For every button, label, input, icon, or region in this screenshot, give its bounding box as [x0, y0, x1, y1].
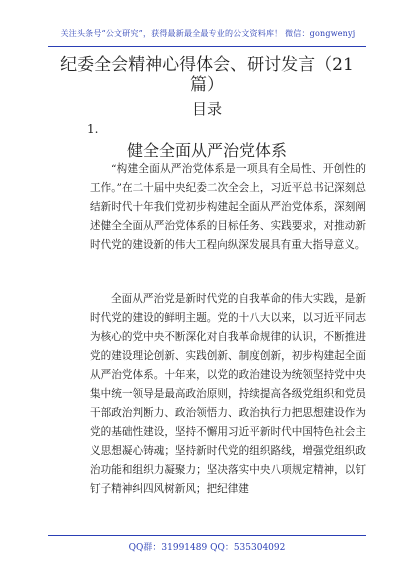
document-title: 纪委全会精神心得体会、研讨发言（21篇）	[60, 55, 354, 95]
header-banner: 关注头条号“公文研究”，获得最新最全最专业的公文资料库！ 微信：gongwenyj	[60, 29, 356, 38]
paragraph-1: “构建全面从严治党体系是一项具有全局性、开创性的工作。”在二十届中央纪委二次全会上，习近平总书记深刻总结新时代十年我们党初步构建起全面从严治党体系，深刻阐述健全全面从严治党体系的目标任务、实践要求，对推动新时代党的建设新的伟大工程向纵深发展具有重大指导意义。	[90, 163, 366, 251]
footer-contact: QQ群：31991489 QQ：535304092	[128, 543, 286, 553]
paragraph-2: 全面从严治党是新时代党的自我革命的伟大实践，是新时代党的建设的鲜明主题。党的十八大以来，以习近平同志为核心的党中央不断深化对自我革命规律的认识，不断推进党的建设理论创新、实践创新、制度创新，初步构建起全面从严治党体系。十年来，以党的政治建设为统领坚持党中央集中统一领导是最高政治原则，持续提高各级党组织和党员干部政治判断力、政治领悟力、政治执行力把思想建设作为党的基础性建设，坚持不懈用习近平新时代中国特色社会主义思想凝心铸魂；坚持新时代党的组织路线，增强党组织政治功能和组织力凝聚力；坚决落实中央八项规定精神，以钉钉子精神纠四风树新风；把纪律建	[90, 293, 366, 495]
header-divider	[48, 46, 366, 47]
footer-divider	[48, 535, 366, 536]
section-title: 健全全面从严治党体系	[126, 141, 287, 160]
item-number: 1.	[87, 122, 99, 136]
toc-heading: 目录	[191, 100, 222, 118]
